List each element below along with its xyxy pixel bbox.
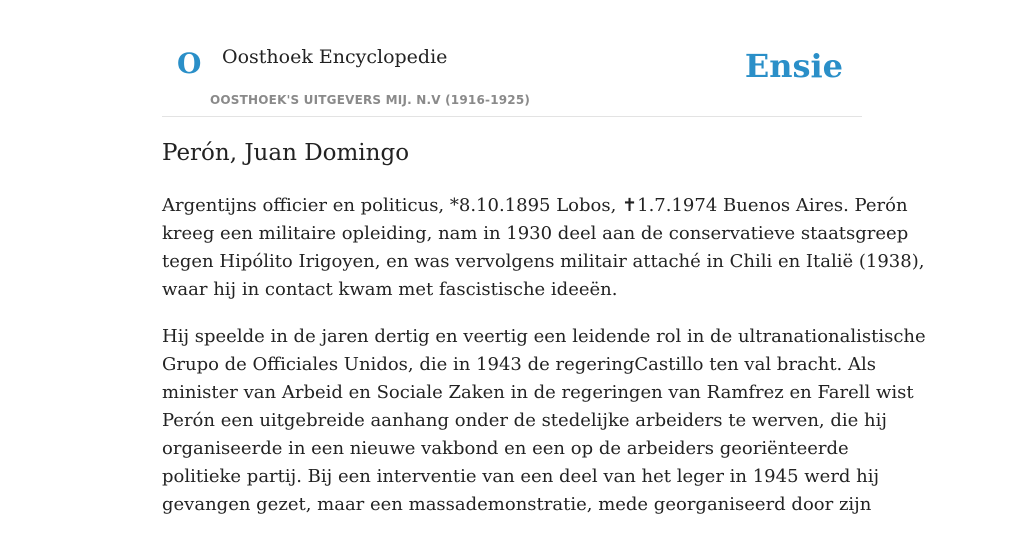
ensie-brand-link[interactable]: Ensie <box>744 47 843 85</box>
text-line: politieke partij. Bij een interventie van een deel van het leger in 1945 werd hij <box>162 466 880 487</box>
paragraph-2 <box>162 323 926 519</box>
text-line: Argentijns officier en politicus, *8.10.1895 Lobos, ✝1.7.1974 Buenos Aires. Perón <box>162 195 908 216</box>
text-line: Grupo de Officiales Unidos, die in 1943 de regeringCastillo ten val bracht. Als <box>162 354 876 375</box>
article-body <box>162 192 926 538</box>
page-container <box>162 0 926 515</box>
publisher-label: OOSTHOEK'S UITGEVERS MIJ. N.V (1916-1925) <box>210 93 531 107</box>
text-line: minister van Arbeid en Sociale Zaken in de regeringen van Ramfrez en Farell wist <box>162 382 914 403</box>
text-line: tegen Hipólito Irigoyen, en was vervolgens militair attaché in Chili en Italië (1938), <box>162 251 925 272</box>
text-line: Perón een uitgebreide aanhang onder de stedelijke arbeiders te werven, die hij <box>162 410 887 431</box>
text-line: Hij speelde in de jaren dertig en veertig een leidende rol in de ultranationalistische <box>162 326 926 347</box>
paragraph-1 <box>162 192 925 304</box>
article-title: Perón, Juan Domingo <box>162 140 410 166</box>
text-line: organiseerde in een nieuwe vakbond en een op de arbeiders georiënteerde <box>162 438 849 459</box>
text-line: waar hij in contact kwam met fascistische ideeën. <box>162 279 618 300</box>
text-line: kreeg een militaire opleiding, nam in 1930 deel aan de conservatieve staatsgreep <box>162 223 909 244</box>
text-line: gevangen gezet, maar een massademonstratie, mede georganiseerd door zijn <box>162 494 872 515</box>
encyclopedia-title[interactable]: Oosthoek Encyclopedie <box>222 46 448 68</box>
encyclopedia-logo[interactable]: O <box>177 47 202 80</box>
site-header <box>162 0 862 117</box>
